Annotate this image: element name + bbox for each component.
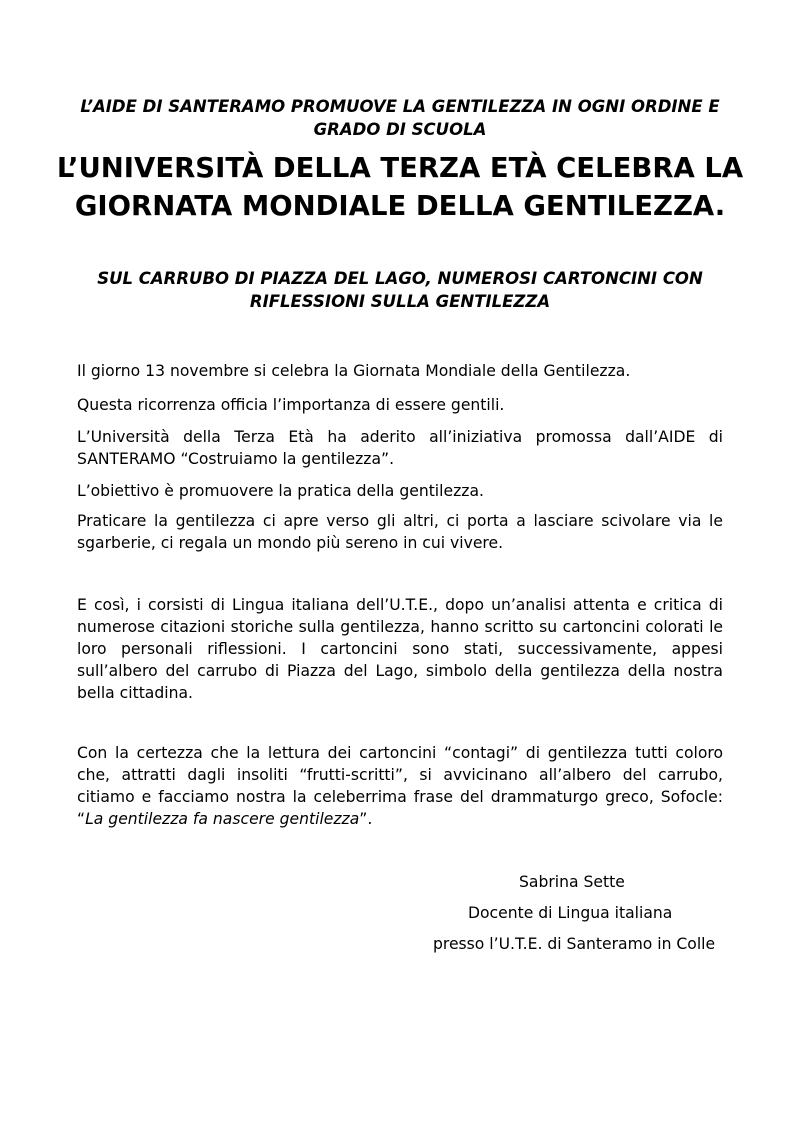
signature-role: Docente di Lingua italiana	[468, 904, 673, 922]
paragraph-6: E così, i corsisti di Lingua italiana dell’U.T.E., dopo un’analisi attenta e critica di numerose citazioni storiche sulla gentilezza, hanno scritto su cartoncini colorati le loro personali riflessioni. I cartoncini sono stati, successivamente, appesi sull’albero del carrubo di Piazza del Lago, simbolo della gentilezza della nostra bella cittadina.	[77, 596, 723, 702]
paragraph-4: L’obiettivo è promuovere la pratica della gentilezza.	[77, 482, 484, 500]
quote-text: La gentilezza fa nascere gentilezza	[85, 810, 360, 828]
signature-name: Sabrina Sette	[519, 873, 625, 891]
paragraph-7-text: Con la certezza che la lettura dei cartoncini “contagi” di gentilezza tutti coloro che, attratti dagli insoliti “frutti-scritti”, si avvicinano all’albero del carrubo, citiamo e facciamo nostra la celeberrima frase del drammaturgo greco, Sofocle:	[77, 744, 723, 806]
paragraph-3: L’Università della Terza Età ha aderito all’iniziativa promossa dall’AIDE di SANTERAMO “Costruiamo la gentilezza”.	[77, 428, 723, 468]
signature-place: presso l’U.T.E. di Santeramo in Colle	[433, 935, 716, 953]
paragraph-2: Questa ricorrenza officia l’importanza di essere gentili.	[77, 396, 505, 414]
page-title: L’UNIVERSITÀ DELLA TERZA ETÀ CELEBRA LA GIORNATA MONDIALE DELLA GENTILEZZA.	[56, 152, 744, 222]
paragraph-5: Praticare la gentilezza ci apre verso gli altri, ci porta a lasciare scivolare via le sgarberie, ci regala un mondo più sereno in cui vivere.	[77, 512, 723, 552]
quote-open: “	[77, 810, 86, 828]
subheadline: SUL CARRUBO DI PIAZZA DEL LAGO, NUMEROSI CARTONCINI CON RIFLESSIONI SULLA GENTILEZZA	[97, 269, 703, 311]
quote-close: ”.	[359, 810, 373, 828]
paragraph-7	[77, 742, 723, 830]
paragraph-1: Il giorno 13 novembre si celebra la Giornata Mondiale della Gentilezza.	[77, 362, 631, 380]
kicker: L’AIDE DI SANTERAMO PROMUOVE LA GENTILEZZA IN OGNI ORDINE E GRADO DI SCUOLA	[80, 97, 720, 139]
